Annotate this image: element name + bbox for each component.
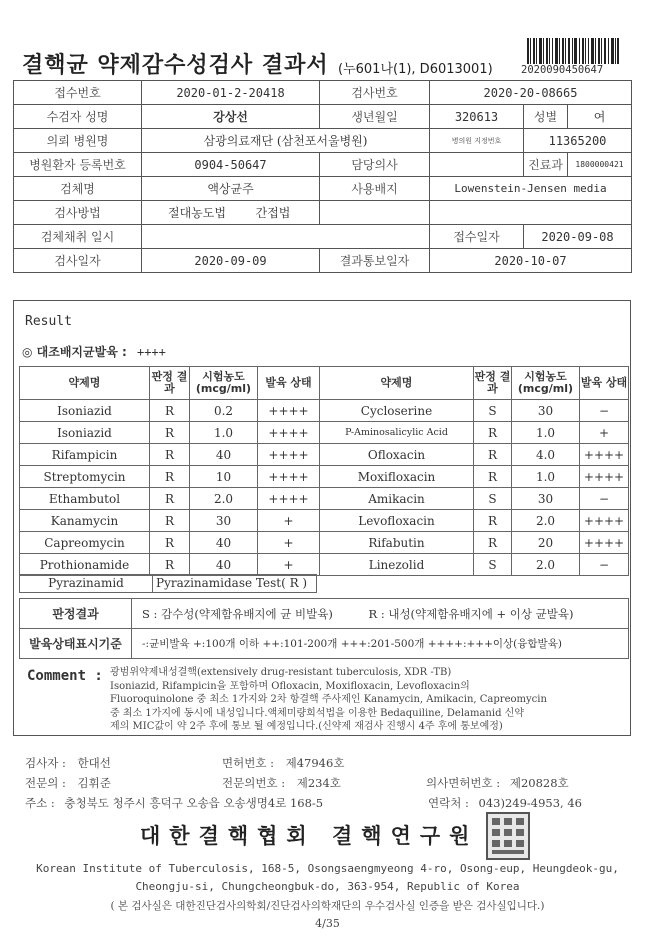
test-date: 2020-09-09 bbox=[142, 249, 320, 273]
test-no-label: 검사번호 bbox=[320, 81, 430, 105]
judge: R bbox=[474, 422, 512, 444]
conc: 4.0 bbox=[512, 444, 580, 466]
table-row bbox=[20, 466, 629, 488]
doctor-label: 담당의사 bbox=[320, 153, 430, 177]
conc: 30 bbox=[512, 400, 580, 422]
address-text: 충청북도 청주시 흥덕구 오송읍 오송생명4로 168-5 bbox=[64, 796, 324, 810]
table-row bbox=[20, 532, 629, 554]
spec-no-label: 전문의번호 : bbox=[222, 776, 286, 790]
growth-legend-text: -:균비발육 +:100개 이하 ++:101-200개 +++:201-500개 ++++:+++이상(융합발육) bbox=[132, 629, 629, 659]
col-drug: 약제명 bbox=[320, 367, 474, 400]
conc: 30 bbox=[512, 488, 580, 510]
drug-name: Rifabutin bbox=[320, 532, 474, 554]
medium-label: 사용배지 bbox=[320, 177, 430, 201]
specimen-label: 검체명 bbox=[14, 177, 142, 201]
license-label: 면허번호 : bbox=[222, 756, 274, 770]
phone-number: 043)249-4953, 46 bbox=[478, 796, 582, 810]
comment-line: 제의 MIC값이 약 2주 후에 통보 될 예정입니다.(신약제 재검사 진행시 4주 후에 통보예정) bbox=[110, 721, 503, 732]
pyrazinamide-value: Pyrazinamidase Test( R ) bbox=[156, 576, 308, 590]
spec-no: 제234호 bbox=[296, 776, 341, 790]
conc: 2.0 bbox=[512, 510, 580, 532]
col-growth: 발육 상태 bbox=[580, 367, 629, 400]
col-growth: 발육 상태 bbox=[258, 367, 320, 400]
official-seal bbox=[486, 812, 530, 860]
growth: − bbox=[580, 400, 629, 422]
receipt-no: 2020-01-2-20418 bbox=[142, 81, 320, 105]
table-row bbox=[20, 510, 629, 532]
doc-license-no: 제20828호 bbox=[509, 776, 569, 790]
seal-icon bbox=[488, 814, 528, 858]
growth: − bbox=[580, 488, 629, 510]
phone bbox=[428, 795, 582, 811]
drug-name: Isoniazid bbox=[20, 422, 150, 444]
growth: ++++ bbox=[580, 532, 629, 554]
pyrazinamide-label: Pyrazinamid bbox=[20, 575, 153, 592]
specimen: 액상균주 bbox=[142, 177, 320, 201]
judge: R bbox=[150, 488, 190, 510]
birth: 320613 bbox=[430, 105, 524, 129]
method-label: 검사방법 bbox=[14, 201, 142, 225]
growth-legend-label: 발육상태표시기준 bbox=[20, 629, 132, 659]
barcode bbox=[527, 38, 619, 64]
growth: + bbox=[258, 532, 320, 554]
phone-label: 연락처 : bbox=[428, 796, 469, 810]
receipt-date-label: 접수일자 bbox=[430, 225, 524, 249]
drug-name: Ethambutol bbox=[20, 488, 150, 510]
patient-name: 강상선 bbox=[142, 105, 320, 129]
col-judge: 판정 결과 bbox=[150, 367, 190, 400]
result-heading: Result bbox=[25, 314, 72, 329]
report-date-label: 결과통보일자 bbox=[320, 249, 430, 273]
drug-name: Prothionamide bbox=[20, 554, 150, 576]
patient-name-label: 수검자 성명 bbox=[14, 105, 142, 129]
judge-legend-s: S : 감수성(약제함유배지에 균 비발육) bbox=[132, 599, 365, 629]
conc: 1.0 bbox=[512, 466, 580, 488]
conc: 10 bbox=[190, 466, 258, 488]
judge: R bbox=[150, 466, 190, 488]
specialist bbox=[25, 775, 111, 791]
drug-name: Rifampicin bbox=[20, 444, 150, 466]
report-title: 결핵균 약제감수성검사 결과서 bbox=[22, 53, 329, 78]
judge: S bbox=[474, 554, 512, 576]
growth: ++++ bbox=[258, 466, 320, 488]
judge: R bbox=[150, 422, 190, 444]
reg-no: 0904-50647 bbox=[142, 153, 320, 177]
judge: S bbox=[474, 400, 512, 422]
drug-name: Cycloserine bbox=[320, 400, 474, 422]
judge: R bbox=[150, 554, 190, 576]
comment-text bbox=[110, 666, 626, 734]
susceptibility-table bbox=[19, 366, 629, 576]
drug-name: Kanamycin bbox=[20, 510, 150, 532]
judge: R bbox=[474, 444, 512, 466]
drug-name: Moxifloxacin bbox=[320, 466, 474, 488]
license-no: 제47946호 bbox=[285, 756, 345, 770]
test-date-label: 검사일자 bbox=[14, 249, 142, 273]
judge-legend-label: 판정결과 bbox=[20, 599, 132, 629]
address-en-line-1: Korean Institute of Tuberculosis, 168-5, Osongsaengmyeong 4-ro, Osong-eup, Heungdeok-gu, bbox=[36, 862, 619, 875]
address-en-line-2: Cheongju-si, Chungcheongbuk-do, 363-954, Republic of Korea bbox=[135, 880, 520, 893]
conc: 40 bbox=[190, 444, 258, 466]
hospital: 삼광의료재단 (삼천포서울병원) bbox=[142, 129, 430, 153]
drug-name: Ofloxacin bbox=[320, 444, 474, 466]
pyrazinamide-row bbox=[19, 574, 317, 593]
tester-label: 검사자 : bbox=[25, 756, 66, 770]
license bbox=[222, 755, 344, 771]
doctor bbox=[430, 153, 524, 177]
col-conc: 시험농도 (mcg/ml) bbox=[512, 367, 580, 400]
doctor-license bbox=[426, 775, 569, 791]
conc: 40 bbox=[190, 554, 258, 576]
conc: 2.0 bbox=[512, 554, 580, 576]
growth: ++++ bbox=[580, 510, 629, 532]
hospital-label: 의뢰 병원명 bbox=[14, 129, 142, 153]
judge-legend-r: R : 내성(약제함유배지에 + 이상 균발육) bbox=[365, 599, 629, 629]
conc: 1.0 bbox=[190, 422, 258, 444]
comment-label: Comment : bbox=[27, 668, 103, 684]
address bbox=[25, 795, 323, 811]
table-row bbox=[20, 554, 629, 576]
drug-name: Streptomycin bbox=[20, 466, 150, 488]
report-date: 2020-10-07 bbox=[430, 249, 632, 273]
table-row bbox=[20, 444, 629, 466]
comment-line: Isoniazid, Rifampicin을 포함하며 Ofloxacin, Moxifloxacin, Levofloxacin의 bbox=[110, 680, 470, 692]
drug-name: Isoniazid bbox=[20, 400, 150, 422]
growth: + bbox=[580, 422, 629, 444]
specialist-name: 김휘준 bbox=[77, 776, 111, 790]
doc-license-label: 의사면허번호 : bbox=[426, 776, 501, 790]
barcode-number: 2020090450647 bbox=[521, 64, 604, 76]
drug-name: Levofloxacin bbox=[320, 510, 474, 532]
receipt-date: 2020-09-08 bbox=[524, 225, 632, 249]
birth-label: 생년월일 bbox=[320, 105, 430, 129]
growth: ++++ bbox=[258, 444, 320, 466]
judge: R bbox=[150, 444, 190, 466]
sex: 여 bbox=[568, 105, 632, 129]
growth: ++++ bbox=[258, 488, 320, 510]
patient-info-table bbox=[13, 80, 632, 273]
growth: ++++ bbox=[258, 422, 320, 444]
sex-label: 성별 bbox=[524, 105, 568, 129]
dept-label: 진료과 bbox=[524, 153, 568, 177]
method-1: 절대농도법 bbox=[168, 206, 226, 220]
table-row bbox=[20, 488, 629, 510]
judge: R bbox=[474, 510, 512, 532]
conc: 2.0 bbox=[190, 488, 258, 510]
drug-name: P-Aminosalicylic Acid bbox=[320, 422, 474, 444]
conc: 1.0 bbox=[512, 422, 580, 444]
growth: + bbox=[258, 554, 320, 576]
drug-name: Linezolid bbox=[320, 554, 474, 576]
address-label: 주소 : bbox=[25, 796, 55, 810]
growth: − bbox=[580, 554, 629, 576]
control-culture-value: ++++ bbox=[136, 345, 166, 359]
reg-no-label: 병원환자 등록번호 bbox=[14, 153, 142, 177]
col-conc: 시험농도 (mcg/ml) bbox=[190, 367, 258, 400]
control-culture-label: ◎ 대조배지균발육 : bbox=[22, 345, 127, 359]
conc: 0.2 bbox=[190, 400, 258, 422]
page-number: 4/35 bbox=[315, 917, 340, 930]
specialist-label: 전문의 : bbox=[25, 776, 66, 790]
medium: Lowenstein-Jensen media bbox=[430, 177, 632, 201]
organization-name: 대한결핵협회 결핵연구원 bbox=[140, 824, 479, 848]
col-judge: 판정 결과 bbox=[474, 367, 512, 400]
specialist-number bbox=[222, 775, 341, 791]
tester-name: 한대선 bbox=[77, 756, 111, 770]
legend-table bbox=[19, 598, 629, 659]
judge: R bbox=[150, 510, 190, 532]
tester bbox=[25, 755, 111, 771]
test-no: 2020-20-08665 bbox=[430, 81, 632, 105]
judge: S bbox=[474, 488, 512, 510]
judge: R bbox=[150, 532, 190, 554]
conc: 30 bbox=[190, 510, 258, 532]
table-row bbox=[20, 422, 629, 444]
judge: R bbox=[150, 400, 190, 422]
conc: 20 bbox=[512, 532, 580, 554]
collect-date-label: 검체채취 일시 bbox=[14, 225, 142, 249]
control-culture-growth bbox=[22, 343, 166, 360]
judge: R bbox=[474, 466, 512, 488]
hospital-code: 11365200 bbox=[524, 129, 632, 153]
drug-name: Amikacin bbox=[320, 488, 474, 510]
comment-line: Fluoroquinolone 중 최소 1가지와 2차 항결핵 주사제인 Kanamycin, Amikacin, Capreomycin bbox=[110, 694, 547, 705]
method-2: 간접법 bbox=[255, 206, 291, 220]
conc: 40 bbox=[190, 532, 258, 554]
report-code: (누601나(1), D6013001) bbox=[338, 62, 493, 77]
growth: + bbox=[258, 510, 320, 532]
dept: 1800000421 bbox=[568, 153, 632, 177]
comment-line: 중 최소 1가지에 동시에 내성입니다.액체미량희석법을 이용한 Bedaquiline, Delamanid 신약 bbox=[110, 707, 524, 719]
judge: R bbox=[474, 532, 512, 554]
collect-date bbox=[142, 225, 430, 249]
growth: ++++ bbox=[580, 444, 629, 466]
drug-name: Capreomycin bbox=[20, 532, 150, 554]
certification-note: ( 본 검사실은 대한진단검사의학회/진단검사의학재단의 우수검사실 인증을 받은 검사실입니다.) bbox=[110, 900, 545, 912]
hospital-code-label: 병의원 지정번호 bbox=[430, 129, 524, 153]
method-values bbox=[142, 201, 320, 225]
growth: ++++ bbox=[580, 466, 629, 488]
growth: ++++ bbox=[258, 400, 320, 422]
table-row bbox=[20, 400, 629, 422]
comment-line: 광범위약제내성결핵(extensively drug-resistant tuberculosis, XDR -TB) bbox=[110, 667, 452, 678]
receipt-no-label: 접수번호 bbox=[14, 81, 142, 105]
col-drug: 약제명 bbox=[20, 367, 150, 400]
